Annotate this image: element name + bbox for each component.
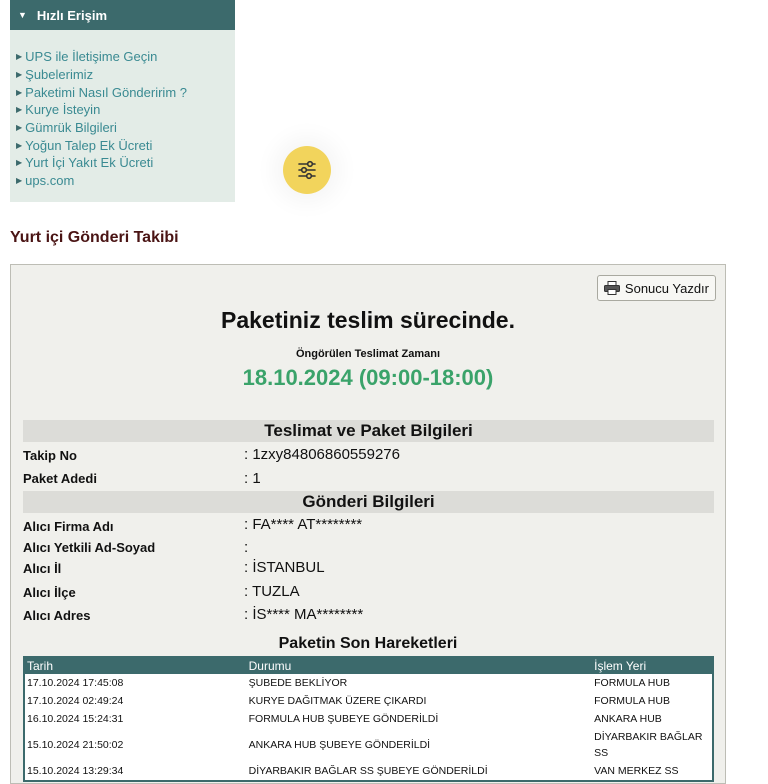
triangle-right-icon: ▶ <box>16 176 23 186</box>
link-contact-ups[interactable] <box>16 48 235 66</box>
recipient-company-value: : FA**** AT******** <box>244 516 363 533</box>
link-customs-info[interactable] <box>16 119 235 137</box>
triangle-right-icon: ▶ <box>16 52 23 62</box>
link-label: Şubelerimiz <box>25 67 94 83</box>
quick-access-header[interactable] <box>10 0 235 30</box>
table-row <box>24 674 713 692</box>
sliders-icon <box>296 159 318 181</box>
recipient-district-value: : TUZLA <box>244 583 300 600</box>
shipment-section-header: Gönderi Bilgileri <box>23 491 714 513</box>
caret-down-icon: ▼ <box>18 10 27 20</box>
move-location: FORMULA HUB <box>594 695 670 707</box>
link-label: Gümrük Bilgileri <box>25 120 117 136</box>
move-date: 17.10.2024 02:49:24 <box>27 695 124 707</box>
package-count-label: Paket Adedi <box>23 471 97 486</box>
column-header-status: Durumu <box>247 657 593 674</box>
link-label: Yurt İçi Yakıt Ek Ücreti <box>25 155 154 171</box>
recipient-district-label: Alıcı İlçe <box>23 585 76 600</box>
table-row <box>24 762 713 781</box>
move-location: FORMULA HUB <box>594 677 670 689</box>
delivery-section-header: Teslimat ve Paket Bilgileri <box>23 420 714 442</box>
column-header-location: İşlem Yeri <box>592 657 713 674</box>
link-branches[interactable] <box>16 66 235 84</box>
link-peak-surcharge[interactable] <box>16 136 235 154</box>
link-label: Paketimi Nasıl Gönderirim ? <box>25 84 187 100</box>
recipient-city-label: Alıcı İl <box>23 561 62 576</box>
triangle-right-icon: ▶ <box>16 158 23 168</box>
move-status: FORMULA HUB ŞUBEYE GÖNDERİLDİ <box>248 713 439 725</box>
link-label: UPS ile İletişime Geçin <box>25 49 158 65</box>
move-status: ŞUBEDE BEKLİYOR <box>248 677 348 689</box>
move-location: VAN MERKEZ SS <box>594 765 679 777</box>
print-result-button[interactable] <box>597 275 716 301</box>
link-request-courier[interactable] <box>16 101 235 119</box>
estimate-value: 18.10.2024 (09:00-18:00) <box>242 365 494 390</box>
triangle-right-icon: ▶ <box>16 140 23 150</box>
triangle-right-icon: ▶ <box>16 123 23 133</box>
move-status: ANKARA HUB ŞUBEYE GÖNDERİLDİ <box>248 739 431 751</box>
link-label: Kurye İsteyin <box>25 102 101 118</box>
table-row <box>24 710 713 728</box>
recipient-city-value: : İSTANBUL <box>244 559 325 576</box>
estimate-label: Öngörülen Teslimat Zamanı <box>295 348 441 360</box>
recipient-person-label: Alıcı Yetkili Ad-Soyad <box>23 540 156 555</box>
recipient-company-label: Alıcı Firma Adı <box>23 519 114 534</box>
link-how-to-ship[interactable] <box>16 83 235 101</box>
page-title: Yurt içi Gönderi Takibi <box>10 229 179 246</box>
quick-access-panel <box>10 0 235 202</box>
tracking-no-label: Takip No <box>23 448 77 463</box>
table-header-row <box>24 657 713 674</box>
recipient-person-value: : <box>244 539 249 556</box>
move-status: DİYARBAKIR BAĞLAR SS ŞUBEYE GÖNDERİLDİ <box>248 765 488 777</box>
move-location: DİYARBAKIR BAĞLAR SS <box>594 731 703 759</box>
status-headline: Paketiniz teslim sürecinde. <box>220 307 515 333</box>
link-ups-com[interactable] <box>16 172 235 190</box>
triangle-right-icon: ▶ <box>16 87 23 97</box>
quick-access-title: Hızlı Erişim <box>36 7 107 23</box>
move-date: 16.10.2024 15:24:31 <box>27 713 124 725</box>
column-header-date: Tarih <box>24 657 247 674</box>
tracking-result-box <box>10 264 726 784</box>
move-date: 15.10.2024 13:29:34 <box>27 765 124 777</box>
recent-moves-table <box>23 656 714 782</box>
table-row <box>24 728 713 762</box>
filter-settings-button[interactable] <box>283 146 331 194</box>
tracking-no-value: : 1zxy84806860559276 <box>244 446 400 463</box>
link-fuel-surcharge[interactable] <box>16 154 235 172</box>
package-count-value: : 1 <box>244 470 261 487</box>
printer-icon <box>604 281 620 295</box>
move-date: 17.10.2024 17:45:08 <box>27 677 124 689</box>
move-status: KURYE DAĞITMAK ÜZERE ÇIKARDI <box>248 695 427 707</box>
move-date: 15.10.2024 21:50:02 <box>27 739 124 751</box>
triangle-right-icon: ▶ <box>16 70 23 80</box>
recipient-address-label: Alıcı Adres <box>23 608 91 623</box>
triangle-right-icon: ▶ <box>16 105 23 115</box>
link-label: ups.com <box>25 173 75 189</box>
recipient-address-value: : İS**** MA******** <box>244 606 364 623</box>
print-label: Sonucu Yazdır <box>624 280 709 296</box>
link-label: Yoğun Talep Ek Ücreti <box>25 137 153 153</box>
recent-moves-title: Paketin Son Hareketleri <box>278 635 458 652</box>
move-location: ANKARA HUB <box>594 713 662 725</box>
table-row <box>24 692 713 710</box>
quick-access-links <box>10 30 235 190</box>
